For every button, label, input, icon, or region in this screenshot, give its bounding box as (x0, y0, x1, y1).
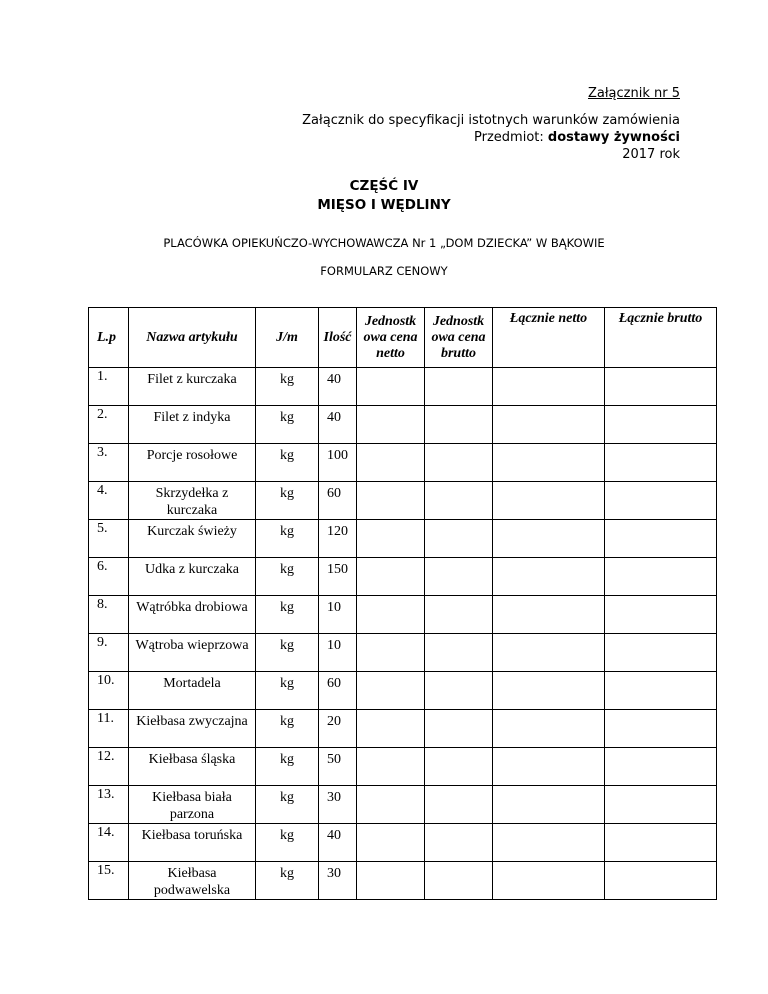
row-unit: kg (256, 406, 319, 444)
row-total-net (493, 406, 605, 444)
header-qty: Ilość (319, 308, 357, 368)
row-qty: 60 (319, 482, 357, 520)
row-qty: 30 (319, 786, 357, 824)
row-unit: kg (256, 444, 319, 482)
row-unit: kg (256, 748, 319, 786)
institution-name: PLACÓWKA OPIEKUŃCZO-WYCHOWAWCZA Nr 1 „DOM DZIECKA” W BĄKOWIE (163, 236, 605, 250)
row-total-net (493, 520, 605, 558)
price-table (88, 307, 717, 900)
row-unit-net-price (357, 786, 425, 824)
row-name: Kurczak świeży (129, 520, 256, 558)
row-unit-net-price (357, 672, 425, 710)
table-row (89, 520, 717, 558)
row-total-gross (605, 710, 717, 748)
header-unit: J/m (256, 308, 319, 368)
table-row (89, 482, 717, 520)
row-unit: kg (256, 710, 319, 748)
row-lp: 2. (89, 406, 129, 444)
header-unit-gross-price (425, 308, 493, 368)
row-qty: 150 (319, 558, 357, 596)
header-name: Nazwa artykułu (129, 308, 256, 368)
row-total-gross (605, 634, 717, 672)
row-total-gross (605, 786, 717, 824)
header-unit-gross-line1: Jednostk (432, 313, 485, 329)
table-row (89, 862, 717, 900)
row-total-gross (605, 596, 717, 634)
row-unit-gross-price (425, 634, 493, 672)
row-qty: 40 (319, 406, 357, 444)
row-qty: 100 (319, 444, 357, 482)
row-total-gross (605, 406, 717, 444)
table-row (89, 596, 717, 634)
row-lp: 12. (89, 748, 129, 786)
row-unit-net-price (357, 634, 425, 672)
row-name: Wątroba wieprzowa (129, 634, 256, 672)
row-lp: 8. (89, 596, 129, 634)
row-total-gross (605, 482, 717, 520)
table-row (89, 368, 717, 406)
table-row (89, 406, 717, 444)
row-lp: 4. (89, 482, 129, 520)
row-name: Filet z indyka (129, 406, 256, 444)
row-unit-net-price (357, 862, 425, 900)
row-name: Udka z kurczaka (129, 558, 256, 596)
year-line: 2017 rok (622, 147, 680, 162)
row-unit: kg (256, 634, 319, 672)
row-total-gross (605, 520, 717, 558)
header-total-gross: Łącznie brutto (605, 308, 717, 368)
header-lp: L.p (89, 308, 129, 368)
subject-label: Przedmiot: (474, 130, 548, 145)
header-unit-gross-line3: brutto (440, 345, 476, 361)
row-unit-gross-price (425, 482, 493, 520)
row-unit: kg (256, 368, 319, 406)
row-unit-gross-price (425, 406, 493, 444)
row-unit-gross-price (425, 444, 493, 482)
row-unit-gross-price (425, 558, 493, 596)
row-lp: 13. (89, 786, 129, 824)
row-lp: 15. (89, 862, 129, 900)
row-total-net (493, 558, 605, 596)
document-header (302, 112, 680, 163)
row-total-gross (605, 444, 717, 482)
row-unit-gross-price (425, 596, 493, 634)
header-unit-net-line2: owa cena (363, 329, 418, 345)
row-name: Kiełbasa biała parzona (129, 786, 256, 824)
header-unit-net-line1: Jednostk (364, 313, 417, 329)
annex-number: Załącznik nr 5 (587, 86, 680, 101)
row-total-net (493, 824, 605, 862)
row-lp: 11. (89, 710, 129, 748)
row-qty: 20 (319, 710, 357, 748)
table-row (89, 558, 717, 596)
header-unit-net-price (357, 308, 425, 368)
part-name: MIĘSO I WĘDLINY (317, 197, 451, 213)
row-unit-net-price (357, 748, 425, 786)
row-name: Kiełbasa toruńska (129, 824, 256, 862)
subject-value: dostawy żywności (547, 130, 680, 145)
row-total-gross (605, 368, 717, 406)
row-name: Kiełbasa podwawelska (129, 862, 256, 900)
row-total-net (493, 482, 605, 520)
row-unit-net-price (357, 520, 425, 558)
row-total-gross (605, 558, 717, 596)
row-unit: kg (256, 558, 319, 596)
header-line: Załącznik do specyfikacji istotnych warunków zamówienia (302, 113, 680, 128)
row-unit-gross-price (425, 368, 493, 406)
row-qty: 120 (319, 520, 357, 558)
row-unit-net-price (357, 406, 425, 444)
header-unit-gross-line2: owa cena (431, 329, 486, 345)
row-total-net (493, 634, 605, 672)
row-qty: 40 (319, 368, 357, 406)
row-lp: 10. (89, 672, 129, 710)
form-title: FORMULARZ CENOWY (320, 264, 448, 278)
row-total-gross (605, 672, 717, 710)
row-unit: kg (256, 672, 319, 710)
row-lp: 5. (89, 520, 129, 558)
row-total-net (493, 596, 605, 634)
table-body (89, 368, 717, 900)
row-unit-gross-price (425, 862, 493, 900)
row-qty: 50 (319, 748, 357, 786)
row-name: Mortadela (129, 672, 256, 710)
row-unit: kg (256, 824, 319, 862)
row-unit-gross-price (425, 710, 493, 748)
row-unit-net-price (357, 824, 425, 862)
row-unit: kg (256, 786, 319, 824)
row-unit: kg (256, 862, 319, 900)
row-unit-net-price (357, 368, 425, 406)
subject-line (302, 129, 680, 146)
row-total-net (493, 444, 605, 482)
row-name: Wątróbka drobiowa (129, 596, 256, 634)
row-unit-net-price (357, 596, 425, 634)
row-unit-gross-price (425, 672, 493, 710)
row-unit: kg (256, 482, 319, 520)
row-lp: 14. (89, 824, 129, 862)
header-unit-net-line3: netto (376, 345, 405, 361)
row-qty: 30 (319, 862, 357, 900)
part-title (0, 177, 768, 215)
row-unit-net-price (357, 558, 425, 596)
row-qty: 60 (319, 672, 357, 710)
row-unit: kg (256, 520, 319, 558)
table-row (89, 748, 717, 786)
row-unit-gross-price (425, 786, 493, 824)
table-row (89, 786, 717, 824)
row-lp: 3. (89, 444, 129, 482)
row-total-net (493, 368, 605, 406)
table-row (89, 672, 717, 710)
row-total-gross (605, 748, 717, 786)
table-row (89, 710, 717, 748)
row-total-net (493, 862, 605, 900)
row-name: Skrzydełka z kurczaka (129, 482, 256, 520)
row-total-net (493, 786, 605, 824)
row-unit-gross-price (425, 520, 493, 558)
row-total-net (493, 748, 605, 786)
row-total-net (493, 672, 605, 710)
row-qty: 10 (319, 596, 357, 634)
table-row (89, 444, 717, 482)
row-name: Kiełbasa zwyczajna (129, 710, 256, 748)
row-name: Kiełbasa śląska (129, 748, 256, 786)
row-qty: 10 (319, 634, 357, 672)
part-number: CZĘŚĆ IV (349, 178, 419, 194)
table-header-row (89, 308, 717, 368)
row-lp: 9. (89, 634, 129, 672)
header-total-net: Łącznie netto (493, 308, 605, 368)
row-total-gross (605, 824, 717, 862)
row-unit-gross-price (425, 824, 493, 862)
row-unit-gross-price (425, 748, 493, 786)
row-unit: kg (256, 596, 319, 634)
row-name: Filet z kurczaka (129, 368, 256, 406)
row-total-gross (605, 862, 717, 900)
row-lp: 1. (89, 368, 129, 406)
row-name: Porcje rosołowe (129, 444, 256, 482)
table-row (89, 824, 717, 862)
table-row (89, 634, 717, 672)
row-unit-net-price (357, 444, 425, 482)
row-unit-net-price (357, 710, 425, 748)
row-lp: 6. (89, 558, 129, 596)
row-qty: 40 (319, 824, 357, 862)
row-unit-net-price (357, 482, 425, 520)
row-total-net (493, 710, 605, 748)
